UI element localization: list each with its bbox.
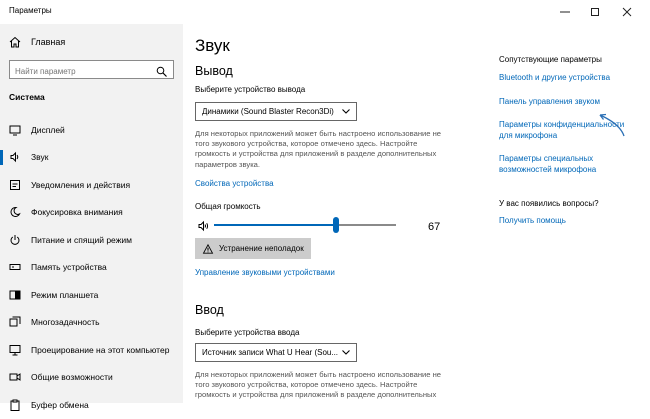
output-heading: Вывод [195, 64, 233, 78]
sidebar-section-label: Система [9, 92, 45, 102]
sidebar-item-multitasking[interactable] [0, 309, 183, 337]
close-button[interactable] [612, 0, 642, 24]
chevron-down-icon [341, 347, 351, 357]
power-icon [9, 234, 21, 246]
speaker-icon [9, 151, 21, 163]
sidebar-item-label: Проецирование на этот компьютер [31, 344, 170, 355]
window-title: Параметры [9, 6, 52, 15]
input-device-dropdown[interactable] [195, 343, 357, 362]
volume-label: Общая громкость [195, 202, 261, 211]
input-heading: Ввод [195, 303, 224, 317]
close-icon [622, 7, 632, 17]
sidebar-item-shared[interactable] [0, 364, 183, 392]
search-input[interactable] [10, 63, 150, 80]
display-icon [9, 124, 21, 136]
volume-slider[interactable] [195, 216, 445, 234]
speaker-icon[interactable] [198, 219, 210, 231]
home-label: Главная [31, 37, 66, 47]
sidebar-item-label: Уведомления и действия [31, 179, 131, 190]
troubleshoot-button[interactable] [195, 238, 311, 259]
sidebar-nav [0, 116, 183, 419]
output-device-value: Динамики (Sound Blaster Recon3Di) [202, 107, 334, 116]
bluetooth-link[interactable]: Bluetooth и другие устройства [499, 73, 611, 82]
volume-value: 67 [428, 221, 441, 233]
sidebar-item-label: Режим планшета [31, 289, 99, 300]
related-heading: Сопутствующие параметры [499, 55, 602, 64]
sidebar-item-label: Общие возможности [31, 372, 113, 383]
sound-control-panel-link[interactable]: Панель управления звуком [499, 97, 600, 106]
help-question: У вас появились вопросы? [499, 199, 599, 208]
microphone-accessibility-link[interactable]: Параметры специальных возможностей микрофона [499, 154, 597, 174]
troubleshoot-label: Устранение неполадок [219, 244, 304, 253]
minimize-icon [560, 7, 570, 17]
notification-icon [9, 179, 21, 191]
sidebar-item-label: Память устройства [31, 262, 107, 273]
shared-icon [9, 371, 21, 383]
maximize-icon [591, 8, 599, 16]
sidebar-item-label: Дисплей [31, 124, 65, 135]
sidebar-item-clipboard[interactable] [0, 391, 183, 419]
sidebar-item-focus[interactable] [0, 199, 183, 227]
title-bar [0, 0, 650, 24]
microphone-privacy-link[interactable]: Параметры конфиденциальности для микрофона [499, 120, 625, 140]
warning-icon [203, 244, 213, 254]
sidebar-item-sound[interactable] [0, 144, 183, 172]
page-title: Звук [195, 36, 230, 55]
storage-icon [9, 261, 21, 273]
search-icon[interactable] [156, 64, 167, 75]
sidebar-item-label: Многозадачность [31, 317, 100, 328]
input-device-value: Источник записи What U Hear (Sou... [202, 348, 339, 357]
sidebar-item-label: Буфер обмена [31, 399, 89, 410]
sidebar [0, 24, 183, 410]
main-content [195, 24, 475, 403]
sidebar-item-notifications[interactable] [0, 171, 183, 199]
maximize-button[interactable] [580, 0, 610, 24]
sidebar-item-label: Звук [31, 152, 49, 163]
projection-icon [9, 344, 21, 356]
input-description: Для некоторых приложений может быть настроено использование не того звукового устройства, которое отмечено здесь. Настройте громкость и устройства для приложений в разделе дополнительных [195, 370, 442, 400]
tablet-icon [9, 289, 21, 301]
volume-fill [214, 224, 336, 226]
minimize-button[interactable] [550, 0, 580, 24]
sidebar-item-storage[interactable] [0, 254, 183, 282]
home-link[interactable] [9, 36, 65, 48]
sidebar-item-tablet[interactable] [0, 281, 183, 309]
chevron-down-icon [341, 106, 351, 116]
output-description: Для некоторых приложений может быть настроено использование не того звукового устройства, которое отмечено здесь. Настройте громкость и устройства для приложений в разделе дополнительных параметров звука. [195, 129, 442, 169]
sidebar-item-projection[interactable] [0, 336, 183, 364]
device-properties-link[interactable]: Свойства устройства [195, 179, 274, 188]
sidebar-item-label: Питание и спящий режим [31, 234, 132, 245]
clipboard-icon [9, 399, 21, 411]
sidebar-item-display[interactable] [0, 116, 183, 144]
annotation-arrow-icon [590, 108, 630, 140]
input-device-label: Выберите устройства ввода [195, 328, 300, 337]
output-device-label: Выберите устройство вывода [195, 85, 306, 94]
sidebar-item-label: Фокусировка внимания [31, 207, 123, 218]
manage-devices-link[interactable]: Управление звуковыми устройствами [195, 268, 335, 277]
get-help-link[interactable]: Получить помощь [499, 216, 566, 225]
search-box[interactable] [9, 60, 174, 79]
home-icon [9, 36, 21, 48]
volume-thumb[interactable] [333, 217, 339, 233]
multitask-icon [9, 316, 21, 328]
sidebar-item-power[interactable] [0, 226, 183, 254]
output-device-dropdown[interactable] [195, 102, 357, 121]
moon-icon [9, 206, 21, 218]
